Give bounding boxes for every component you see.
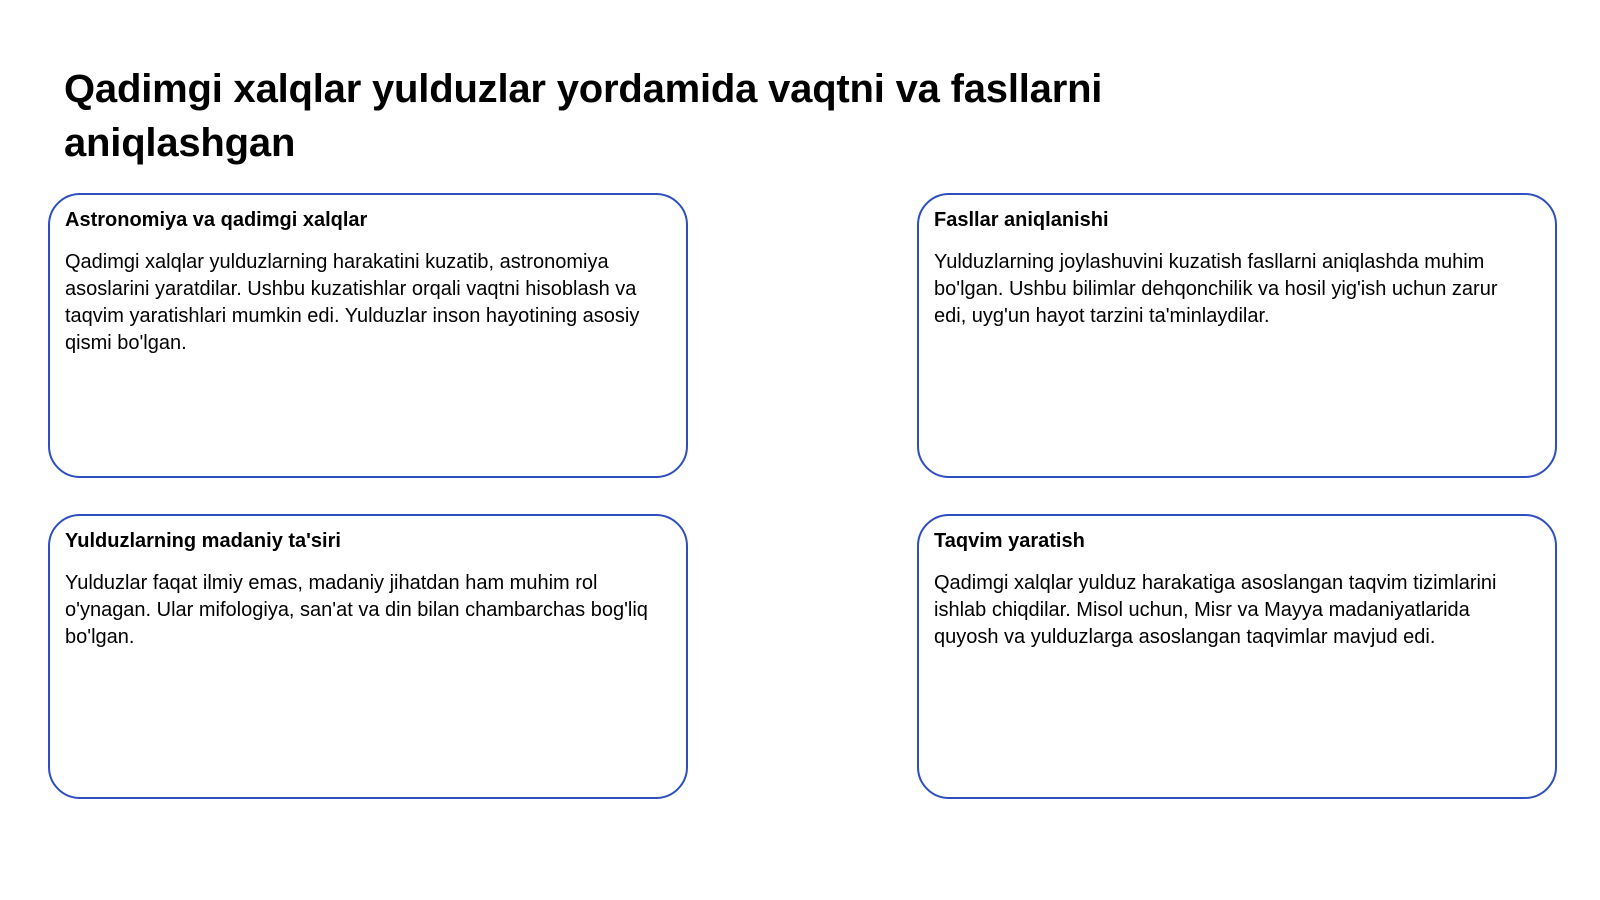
card-body-text: Qadimgi xalqlar yulduzlarning harakatini kuzatib, astronomiya asoslarini yaratdilar. Ushbu kuzatishlar orqali vaqtni hisoblash va taqvim yaratishlari mumkin edi. Yulduzlar inson hayotining asosiy qismi bo'lgan. [65,251,640,354]
card-cultural-impact [48,514,688,799]
card-body-text: Yulduzlarning joylashuvini kuzatish fasllarni aniqlashda muhim bo'lgan. Ushbu bilimlar dehqonchilik va hosil yig'ish uchun zarur edi, uyg'un hayot tarzini ta'minlaydilar. [934,251,1498,327]
slide-title: Qadimgi xalqlar yulduzlar yordamida vaqtni va fasllarni aniqlashgan [64,67,1103,165]
card-heading: Yulduzlarning madaniy ta'siri [65,530,341,552]
card-seasons [917,193,1557,478]
card-calendar [917,514,1557,799]
card-body-text: Qadimgi xalqlar yulduz harakatiga asoslangan taqvim tizimlarini ishlab chiqdilar. Misol uchun, Misr va Mayya madaniyatlarida quyosh va yulduzlarga asoslangan taqvimlar mavjud edi. [934,572,1497,648]
card-astronomy [48,193,688,478]
card-heading: Fasllar aniqlanishi [934,209,1109,231]
card-heading: Astronomiya va qadimgi xalqlar [65,209,368,231]
card-heading: Taqvim yaratish [934,530,1085,552]
card-body-text: Yulduzlar faqat ilmiy emas, madaniy jihatdan ham muhim rol o'ynagan. Ular mifologiya, san'at va din bilan chambarchas bog'liq bo'lgan. [65,572,648,648]
